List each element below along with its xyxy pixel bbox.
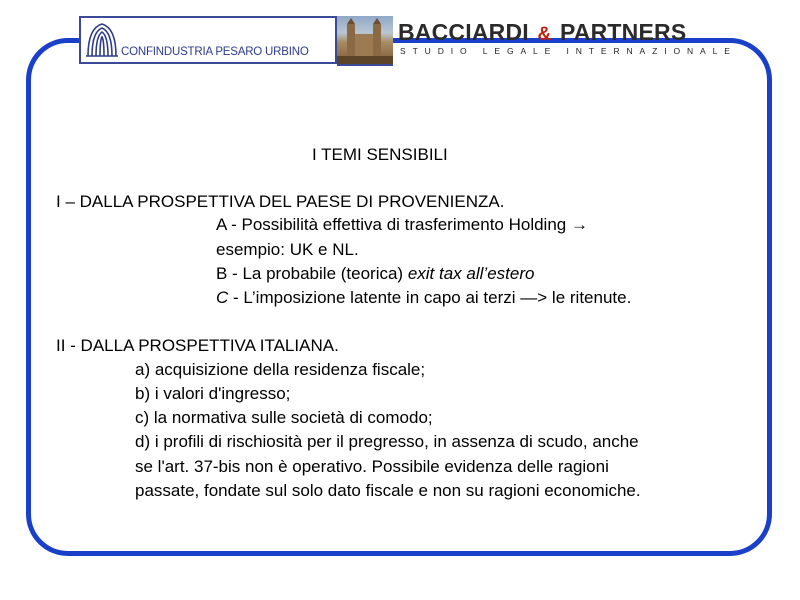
brand-name-right: PARTNERS xyxy=(559,19,687,45)
section1-point-b xyxy=(216,264,534,284)
section2-item-c: c) la normativa sulle società di comodo; xyxy=(135,408,433,427)
point-b-italic: exit tax all’estero xyxy=(407,264,535,283)
slide-title: I TEMI SENSIBILI xyxy=(312,145,448,164)
section1-point-a-line2: esempio: UK e NL. xyxy=(216,240,359,259)
section2-item-d-line2: se l'art. 37-bis non è operativo. Possibile evidenza delle ragioni xyxy=(135,457,609,476)
confindustria-label: CONFINDUSTRIA PESARO URBINO xyxy=(121,46,309,58)
point-b-text: B - La probabile (teorica) xyxy=(216,264,408,283)
section1-heading: I – DALLA PROSPETTIVA DEL PAESE DI PROVENIENZA. xyxy=(56,192,505,211)
brand-name-left: BACCIARDI xyxy=(398,19,529,45)
point-c-text: - L’imposizione latente in capo ai terzi —> le ritenute. xyxy=(228,288,632,307)
section2-item-d-line3: passate, fondate sul solo dato fiscale e non su ragioni economiche. xyxy=(135,481,641,500)
brand-subtitle: STUDIO LEGALE INTERNAZIONALE xyxy=(400,46,737,56)
section2-item-a: a) acquisizione della residenza fiscale; xyxy=(135,360,426,379)
brand-ampersand: & xyxy=(537,24,552,45)
section1-point-c xyxy=(216,288,631,308)
section2-item-d-line1: d) i profili di rischiosità per il pregresso, in assenza di scudo, anche xyxy=(135,432,639,451)
section2-heading: II - DALLA PROSPETTIVA ITALIANA. xyxy=(56,336,339,355)
point-c-letter: C xyxy=(216,288,229,307)
section2-item-b: b) i valori d'ingresso; xyxy=(135,384,291,403)
section1-point-a-line1: A - Possibilità effettiva di trasferimento Holding → xyxy=(216,215,588,234)
